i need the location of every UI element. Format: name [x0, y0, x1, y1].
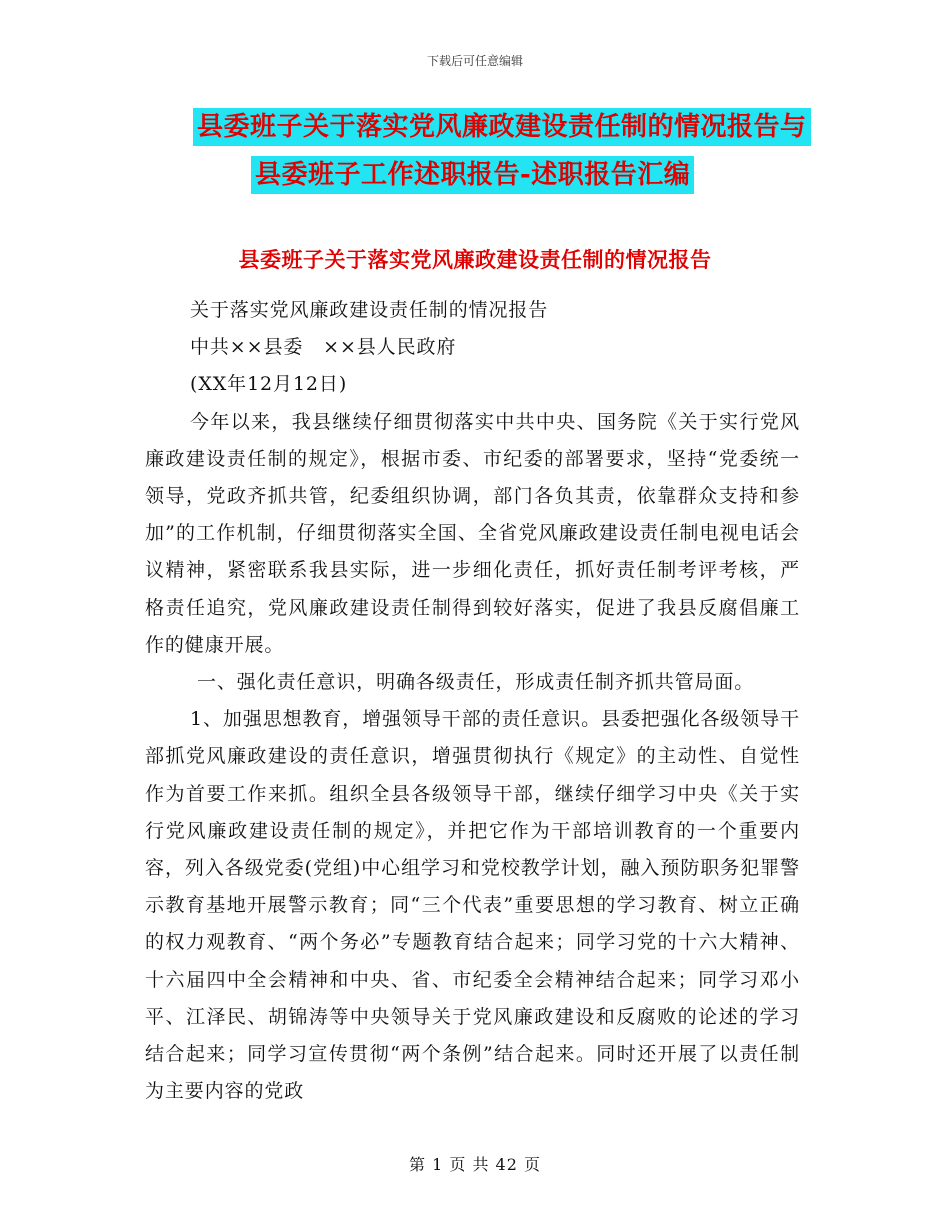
issuer-line: 中共××县委 ××县人民政府: [190, 336, 457, 359]
main-title-line-2: 县委班子工作述职报告-述职报告汇编: [251, 156, 694, 194]
paragraph-1: 1、加强思想教育，增强领导干部的责任意识。县委把强化各级领导干部抓党风廉政建设的责任意识，增强贯彻执行《规定》的主动性、自觉性作为首要工作来抓。组织全县各级领导干部，继续仔细学习中央《关于实行党风廉政建设责任制的规定》，并把它作为干部培训教育的一个重要内容，列入各级党委(党组)中心组学习和党校教学计划，融入预防职务犯罪警示教育基地开展警示教育；同“三个代表”重要思想的学习教育、树立正确的权力观教育、“两个务必”专题教育结合起来；同学习党的十六大精神、十六届四中全会精神和中央、省、市纪委全会精神结合起来；同学习邓小平、江泽民、胡锦涛等中央领导关于党风廉政建设和反腐败的论述的学习结合起来；同学习宣传贯彻“两个条例”结合起来。同时还开展了以责任制为主要内容的党政: [145, 708, 800, 1103]
page-header: 下载后可任意编辑: [426, 54, 523, 68]
main-title: [193, 108, 813, 194]
doc-title-line: 关于落实党风廉政建设责任制的情况报告: [190, 299, 549, 321]
date-line: (XX年12月12日): [190, 373, 348, 396]
paragraph-intro: 今年以来，我县继续仔细贯彻落实中共中央、国务院《关于实行党风廉政建设责任制的规定》，根据市委、市纪委的部署要求，坚持“党委统一领导，党政齐抓共管，纪委组织协调，部门各负其责，依靠群众支持和参加”的工作机制，仔细贯彻落实全国、全省党风廉政建设责任制电视电话会议精神，紧密联系我县实际，进一步细化责任，抓好责任制考评考核，严格责任追究，党风廉政建设责任制得到较好落实，促进了我县反腐倡廉工作的健康开展。: [145, 410, 800, 656]
page-footer: 第 1 页 共 42 页: [409, 1155, 541, 1174]
document-body: [145, 292, 800, 1110]
main-title-line-1: 县委班子关于落实党风廉政建设责任制的情况报告与: [193, 108, 811, 146]
section-title: 县委班子关于落实党风廉政建设责任制的情况报告: [238, 247, 712, 272]
section-heading-1: 一、强化责任意识，明确各级责任，形成责任制齐抓共管局面。: [197, 671, 755, 694]
